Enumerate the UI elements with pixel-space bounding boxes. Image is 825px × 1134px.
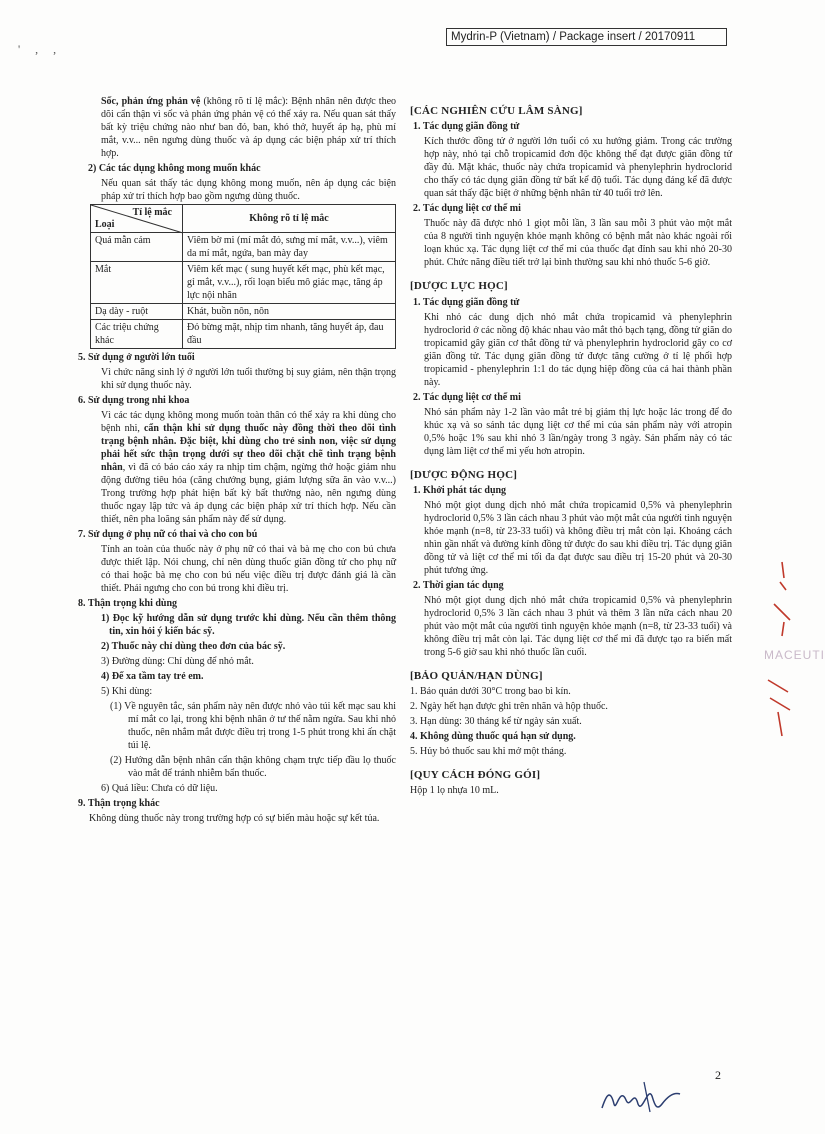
packaging-section-title: [QUY CÁCH ĐÓNG GÓI] (410, 769, 541, 782)
table-row: Mắt Viêm kết mạc ( sung huyết kết mạc, phù kết mạc, gỉ mắt, v.v...), rối loạn biểu mô giác mạc, tăng áp lực nội nhãn (91, 262, 396, 304)
page-number: 2 (715, 1068, 721, 1082)
pharmacokinetics-text: Nhỏ một giọt dung dịch nhỏ mắt chứa tropicamid 0,5% và phenylephrin hydroclorid 0,5% 3 lần cách nhau 3 phút vào một mắt của người tình nguyện khỏe mạnh (n=8, từ 23-33 tuổi) và không điều trị mắt còn lại. Khoảng cách nhìn gần nhất và đường kính đồng tử được đo sau khi điều trị. Tác dụng giãn đồng tử và liệt cơ thể mi tối đa đạt được sau điều trị 15-20 phút và 20-30 phút tương ứng. (424, 499, 732, 576)
clinical-sub-heading: 2. Tác dụng liệt cơ thể mi (413, 203, 521, 215)
table-row: Quá mẫn cảm Viêm bờ mi (mí mắt đỏ, sưng mí mắt, v.v...), viêm da mí mắt, ngứa, ban mày đay (91, 233, 396, 262)
caution-item: 5) Khi dùng: (101, 686, 153, 697)
pharmacodynamics-sub-heading: 2. Tác dụng liệt cơ thể mi (413, 391, 521, 403)
caution-heading: 8. Thận trọng khi dùng (78, 598, 178, 609)
margin-marks: ' , , (18, 42, 63, 56)
storage-item: 2. Ngày hết hạn được ghi trên nhãn và hộp thuốc. (410, 701, 608, 713)
clinical-text: Thuốc này đã được nhỏ 1 giọt mỗi lần, 3 lần sau mỗi 3 phút vào một mắt của 8 người tình nguyện khỏe mạnh không có bệnh mắt nào khác ngoài rối loạn khúc xạ. Tác dụng liệt cơ thể mi của thuốc đạt đỉnh sau khi nhỏ 20-30 phút. Chức năng điều tiết trở lại bình thường sau khi nhỏ thuốc 5-6 giờ. (424, 218, 732, 269)
pharmacodynamics-text: Khi nhỏ các dung dịch nhỏ mắt chứa tropicamid và phenylephrin hydroclorid ở các nồng độ khác nhau vào mắt thỏ bạch tạng, đồng tử giãn do tropicamid gây giãn cơ thắt đồng tử và phenylephrin hydroclorid gây co cơ giãn đồng tử. Tác dụng giãn đồng tử được tăng cường ở tỉ lệ phối hợp tropicamid - phenylephrin 1:1 do tác dụng hiệp đồng của cả hai thành phần này. (424, 311, 732, 388)
caution-item: 6) Quá liều: Chưa có dữ liệu. (101, 783, 218, 794)
pharmacodynamics-sub-heading: 1. Tác dụng giãn đồng tử (413, 296, 520, 308)
other-caution-heading: 9. Thận trọng khác (78, 798, 160, 809)
clinical-text: Kích thước đồng tử ở người lớn tuổi có xu hướng giảm. Trong các trường hợp này, nhỏ tại chỗ tropicamid đơn độc không thể đạt được giãn đồng tử đầy đủ. Mặt khác, thuốc này chứa tropicamid và phenylephrin hydroclorid cho thấy có tác dụng giãn đồng tử bất kể độ tuổi. Tác dụng đáng kể đã được quan sát thấy đặc biệt ở những bệnh nhân từ 40 tuổi trở lên. (424, 136, 732, 200)
pregnancy-heading: 7. Sử dụng ở phụ nữ có thai và cho con bú (78, 529, 258, 540)
table-row: Dạ dày - ruột Khát, buồn nôn, nôn (91, 304, 396, 320)
pharmacodynamics-text: Nhỏ sản phẩm này 1-2 lần vào mắt trẻ bị giảm thị lực hoặc lác trong để đo khúc xạ và so sánh tác dụng liệt cơ thể mi của sản phẩm này với atropin 0,5% hoặc 1% sau khi nhỏ 3 lần/ngày trong 3 ngày. Sản phẩm này có tác dụng làm liệt cơ thể mi yếu hơn atropin. (424, 406, 732, 457)
other-effects-heading: 2) Các tác dụng không mong muốn khác (88, 163, 261, 174)
storage-section-title: [BẢO QUẢN/HẠN DÙNG] (410, 669, 543, 682)
table-row: Các triệu chứng khác Đỏ bừng mặt, nhịp tim nhanh, tăng huyết áp, đau đầu (91, 320, 396, 349)
caution-subitem: (1) Về nguyên tắc, sản phẩm này nên được nhỏ vào túi kết mạc sau khi mí mắt co lại, trong khi bệnh nhân ở tư thế nằm ngửa. Sau khi nhỏ thuốc, nên nhắm mắt được điều trị trong 1-5 phút trong khi ấn chặt túi lệ. (110, 701, 396, 751)
clinical-sub-heading: 1. Tác dụng giãn đồng tử (413, 121, 520, 133)
pediatric-heading: 6. Sử dụng trong nhi khoa (78, 395, 190, 406)
shock-paragraph: Sốc, phản ứng phản vệ (không rõ tỉ lệ mắc): Bệnh nhân nên được theo dõi cẩn thận vì sốc và phản ứng phản vệ có thể xảy ra. Nếu quan sát thấy bất kỳ triệu chứng nào như ban đỏ, ban, khó thở, huyết áp hạ, phù mí mắt, v.v... nên ngưng dùng thuốc và áp dụng các biện pháp xử trí thích hợp. (101, 96, 397, 159)
handwritten-signature-icon (596, 1074, 686, 1124)
pharmacokinetics-section-title: [DƯỢC ĐỘNG HỌC] (410, 468, 518, 481)
pharmacokinetics-text: Nhỏ một giọt dung dịch nhỏ mắt chứa tropicamid 0,5% và phenylephrin hydroclorid 0,5% 3 lần cách nhau 3 phút và thêm 3 lần nữa cách nhau 20 phút vào một mắt của người tình nguyện khỏe mạnh (n=8, từ 23-33 tuổi) và không điều trị mắt còn lại. Tác dụng liệt cơ thể mi đã được tạo ra biến mất trong 5-6 giờ sau khi nhỏ thuốc lần cuối. (424, 594, 732, 658)
clinical-section-title: [CÁC NGHIÊN CỨU LÂM SÀNG] (410, 105, 583, 117)
elderly-heading: 5. Sử dụng ở người lớn tuổi (78, 352, 195, 363)
caution-item: 4) Để xa tầm tay trẻ em. (101, 671, 204, 682)
right-column (410, 104, 732, 1064)
table-header-row (91, 205, 396, 233)
pharmacokinetics-sub-heading: 1. Khởi phát tác dụng (413, 484, 507, 496)
pregnancy-text: Tính an toàn của thuốc này ở phụ nữ có thai và bà mẹ cho con bú chưa được thiết lập. Nói chung, chỉ nên dùng thuốc giãn đồng tử cho phụ nữ có thai hoặc bà mẹ cho con bú nếu việc điều trị được đánh giá là cần thiết. Phải ngưng cho con bú trong khi điều trị. (101, 544, 396, 594)
table-corner-cell: Tỉ lệ mắc Loại (91, 205, 183, 233)
side-effects-table (90, 204, 396, 349)
storage-item: 1. Bảo quản dưới 30°C trong bao bì kín. (410, 686, 571, 698)
pediatric-text: Vì các tác dụng không mong muốn toàn thân có thể xảy ra khi dùng cho bệnh nhi, cẩn thận khi sử dụng thuốc này đồng thời theo dõi tình trạng bệnh nhân. Đặc biệt, khi dùng cho trẻ sinh non, việc sử dụng phải hết sức thận trọng dưới sự theo dõi chặt chẽ tình trạng bệnh nhân, vì đã có báo cáo xảy ra nhịp tim chậm, ngừng thở hoặc giảm nhu động đường tiêu hóa (căng chướng bụng, giảm lượng sữa ăn vào v.v...) Trong trường hợp phát hiện bất kỳ bất thường nào, nên ngưng dùng thuốc ngay lập tức và áp dụng các biện pháp xử trí thích hợp. Nếu cần thiết, nên pha loãng sản phẩm này để sử dụng. (101, 410, 397, 525)
pharmacokinetics-sub-heading: 2. Thời gian tác dụng (413, 579, 504, 591)
elderly-text: Vì chức năng sinh lý ở người lớn tuổi thường bị suy giảm, nên thận trọng khi sử dụng thuốc này. (101, 367, 396, 391)
stamp-text: MACEUTI (764, 648, 825, 662)
caution-subitem: (2) Hướng dẫn bệnh nhân cẩn thận không chạm trực tiếp đầu lọ thuốc vào mắt để tránh nhiễm bẩn thuốc. (110, 755, 396, 779)
other-effects-text: Nếu quan sát thấy tác dụng không mong muốn, nên áp dụng các biện pháp xử trí thích hợp bao gồm ngưng dùng thuốc. (101, 178, 396, 202)
pharmacodynamics-section-title: [DƯỢC LỰC HỌC] (410, 280, 508, 293)
left-column (78, 95, 396, 1060)
storage-item: 5. Hủy bỏ thuốc sau khi mở một tháng. (410, 746, 567, 758)
storage-item: 3. Hạn dùng: 30 tháng kể từ ngày sản xuất. (410, 716, 582, 728)
stamp-mark (760, 560, 825, 740)
caution-item: 1) Đọc kỹ hướng dẫn sử dụng trước khi dùng. Nếu cần thêm thông tin, xin hỏi ý kiến bác sỹ. (101, 613, 396, 637)
caution-item: 3) Đường dùng: Chỉ dùng để nhỏ mắt. (101, 656, 254, 667)
document-header: Mydrin-P (Vietnam) / Package insert / 20170911 (446, 28, 727, 46)
storage-item: 4. Không dùng thuốc quá hạn sử dụng. (410, 731, 576, 743)
caution-item: 2) Thuốc này chỉ dùng theo đơn của bác sỹ. (101, 641, 286, 652)
other-caution-text: Không dùng thuốc này trong trường hợp có sự biến màu hoặc sự kết tủa. (89, 813, 380, 824)
table-col-header: Không rõ tỉ lệ mắc (183, 205, 396, 233)
packaging-text: Hộp 1 lọ nhựa 10 mL. (410, 785, 499, 797)
